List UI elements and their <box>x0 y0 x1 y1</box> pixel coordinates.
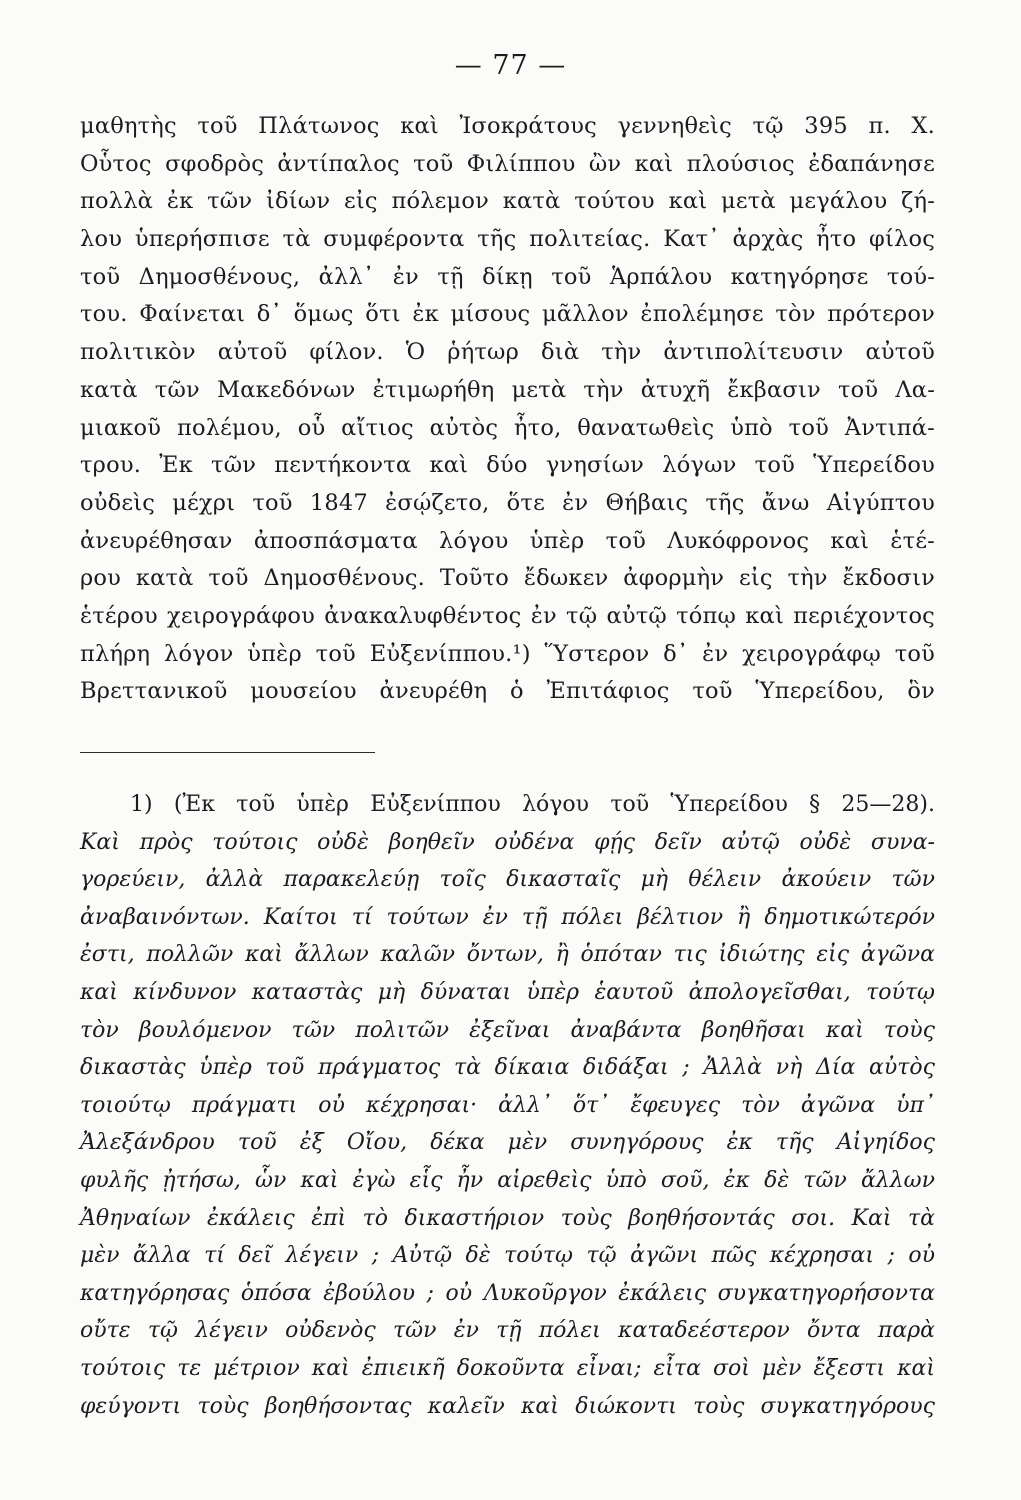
text-line: πολλὰ ἐκ τῶν ἰδίων εἰς πόλεμον κατὰ τούτου καὶ μετὰ μεγάλου ζή- <box>80 188 935 215</box>
footnote-line: καὶ κίνδυνον καταστὰς μὴ δύναται ὑπὲρ ἑαυτοῦ ἀπολογεῖσθαι, τούτῳ <box>80 979 935 1005</box>
footnote-line: δικαστὰς ὑπὲρ τοῦ πράγματος τὰ δίκαια διδάξαι ; Ἀλλὰ νὴ Δία αὐτὸς <box>80 1055 935 1081</box>
footnote-line: τὸν βουλόμενον τῶν πολιτῶν ἐξεῖναι ἀναβάντα βοηθῆσαι καὶ τοὺς <box>80 1017 935 1043</box>
footnote-line: γορεύειν, ἀλλὰ παρακελεύῃ τοῖς δικασταῖς μὴ θέλειν ἀκούειν τῶν <box>80 867 935 893</box>
footnote-line: οὔτε τῷ λέγειν οὐδενὸς τῶν ἐν τῇ πόλει καταδεέστερον ὄντα παρὰ <box>80 1318 935 1344</box>
footnote-line: Καὶ πρὸς τούτοις οὐδὲ βοηθεῖν οὐδένα φῄς δεῖν αὐτῷ οὐδὲ συνα- <box>80 829 935 855</box>
text-line: ἑτέρου χειρογράφου ἀνακαλυφθέντος ἐν τῷ αὐτῷ τόπῳ καὶ περιέχοντος <box>80 602 935 629</box>
text-line: μιακοῦ πολέμου, οὗ αἴτιος αὐτὸς ἦτο, θανατωθεὶς ὑπὸ τοῦ Ἀντιπά- <box>80 414 935 441</box>
text-line: πολιτικὸν αὐτοῦ φίλον. Ὁ ῥήτωρ διὰ τὴν ἀντιπολίτευσιν αὐτοῦ <box>80 339 935 366</box>
text-line: πλήρη λόγον ὑπὲρ τοῦ Εὐξενίππου.¹) Ὕστερον δ᾽ ἐν χειρογράφῳ τοῦ <box>80 640 935 667</box>
text-line: κατὰ τῶν Μακεδόνων ἐτιμωρήθη μετὰ τὴν ἀτυχῆ ἔκβασιν τοῦ Λα- <box>80 376 935 403</box>
footnote-line: τούτοις τε μέτριον καὶ ἐπιεικῆ δοκοῦντα εἶναι; εἶτα σοὶ μὲν ἔξεστι καὶ <box>80 1355 935 1381</box>
text-line: τρου. Ἐκ τῶν πεντήκοντα καὶ δύο γνησίων λόγων τοῦ Ὑπερείδου <box>80 452 935 479</box>
footnote-line: ἀναβαινόντων. Καίτοι τί τούτων ἐν τῇ πόλει βέλτιον ἢ δημοτικώτερόν <box>80 904 935 930</box>
text-line: τοῦ Δημοσθένους, ἀλλ᾽ ἐν τῇ δίκῃ τοῦ Ἁρπάλου κατηγόρησε τού- <box>80 263 935 290</box>
footnote <box>80 786 935 1425</box>
footnote-line: κατηγόρησας ὁπόσα ἐβούλου ; οὐ Λυκοῦργον ἐκάλεις συγκατηγορήσοντα <box>80 1280 935 1306</box>
text-line: ἀνευρέθησαν ἀποσπάσματα λόγου ὑπὲρ τοῦ Λυκόφρονος καὶ ἑτέ- <box>80 527 935 554</box>
text-line: μαθητὴς τοῦ Πλάτωνος καὶ Ἰσοκράτους γεννηθεὶς τῷ 395 π. Χ. <box>80 113 935 139</box>
footnote-line: Ἀθηναίων ἐκάλεις ἐπὶ τὸ δικαστήριον τοὺς βοηθήσοντάς σοι. Καὶ τὰ <box>80 1205 935 1231</box>
footnote-line: τοιούτῳ πράγματι οὐ κέχρησαι· ἀλλ᾽ ὅτ᾽ ἔφευγες τὸν ἀγῶνα ὑπ᾽ <box>80 1092 935 1118</box>
text-line: του. Φαίνεται δ᾽ ὅμως ὅτι ἐκ μίσους μᾶλλον ἐπολέμησε τὸν πρότερον <box>80 301 935 328</box>
footnote-line: φεύγοντι τοὺς βοηθήσοντας καλεῖν καὶ διώκοντι τοὺς συγκατηγόρους <box>80 1393 935 1419</box>
footnote-reference: 1) (Ἐκ τοῦ ὑπὲρ Εὐξενίππου λόγου τοῦ Ὑπερείδου § 25—28). <box>130 792 935 817</box>
footnote-line: Ἀλεξάνδρου τοῦ ἐξ Οἴου, δέκα μὲν συνηγόρους ἐκ τῆς Αἰγηίδος <box>80 1130 935 1156</box>
text-line: λου ὑπερήσπισε τὰ συμφέροντα τῆς πολιτείας. Κατ᾽ ἀρχὰς ἦτο φίλος <box>80 226 935 253</box>
footnote-separator <box>80 752 375 753</box>
page-number: — 77 — <box>454 50 567 81</box>
main-text <box>80 108 935 711</box>
text-line: Βρεττανικοῦ μουσείου ἀνευρέθη ὁ Ἐπιτάφιος τοῦ Ὑπερείδου, ὃν <box>80 678 935 705</box>
footnote-line: ἐστι, πολλῶν καὶ ἄλλων καλῶν ὄντων, ἢ ὁπόταν τις ἰδιώτης εἰς ἀγῶνα <box>80 942 935 968</box>
text-line: οὐδεὶς μέχρι τοῦ 1847 ἐσῴζετο, ὅτε ἐν Θήβαις τῆς ἄνω Αἰγύπτου <box>80 489 935 516</box>
footnote-line: φυλῆς ᾐτήσω, ὧν καὶ ἐγὼ εἷς ἦν αἱρεθεὶς ὑπὸ σοῦ, ἐκ δὲ τῶν ἄλλων <box>80 1167 935 1193</box>
footnote-line: μὲν ἄλλα τί δεῖ λέγειν ; Αὐτῷ δὲ τούτῳ τῷ ἀγῶνι πῶς κέχρησαι ; οὐ <box>80 1243 935 1269</box>
text-line: ρου κατὰ τοῦ Δημοσθένους. Τοῦτο ἔδωκεν ἀφορμὴν εἰς τὴν ἔκδοσιν <box>80 565 935 592</box>
text-line: Οὗτος σφοδρὸς ἀντίπαλος τοῦ Φιλίππου ὢν καὶ πλούσιος ἐδαπάνησε <box>80 150 935 177</box>
